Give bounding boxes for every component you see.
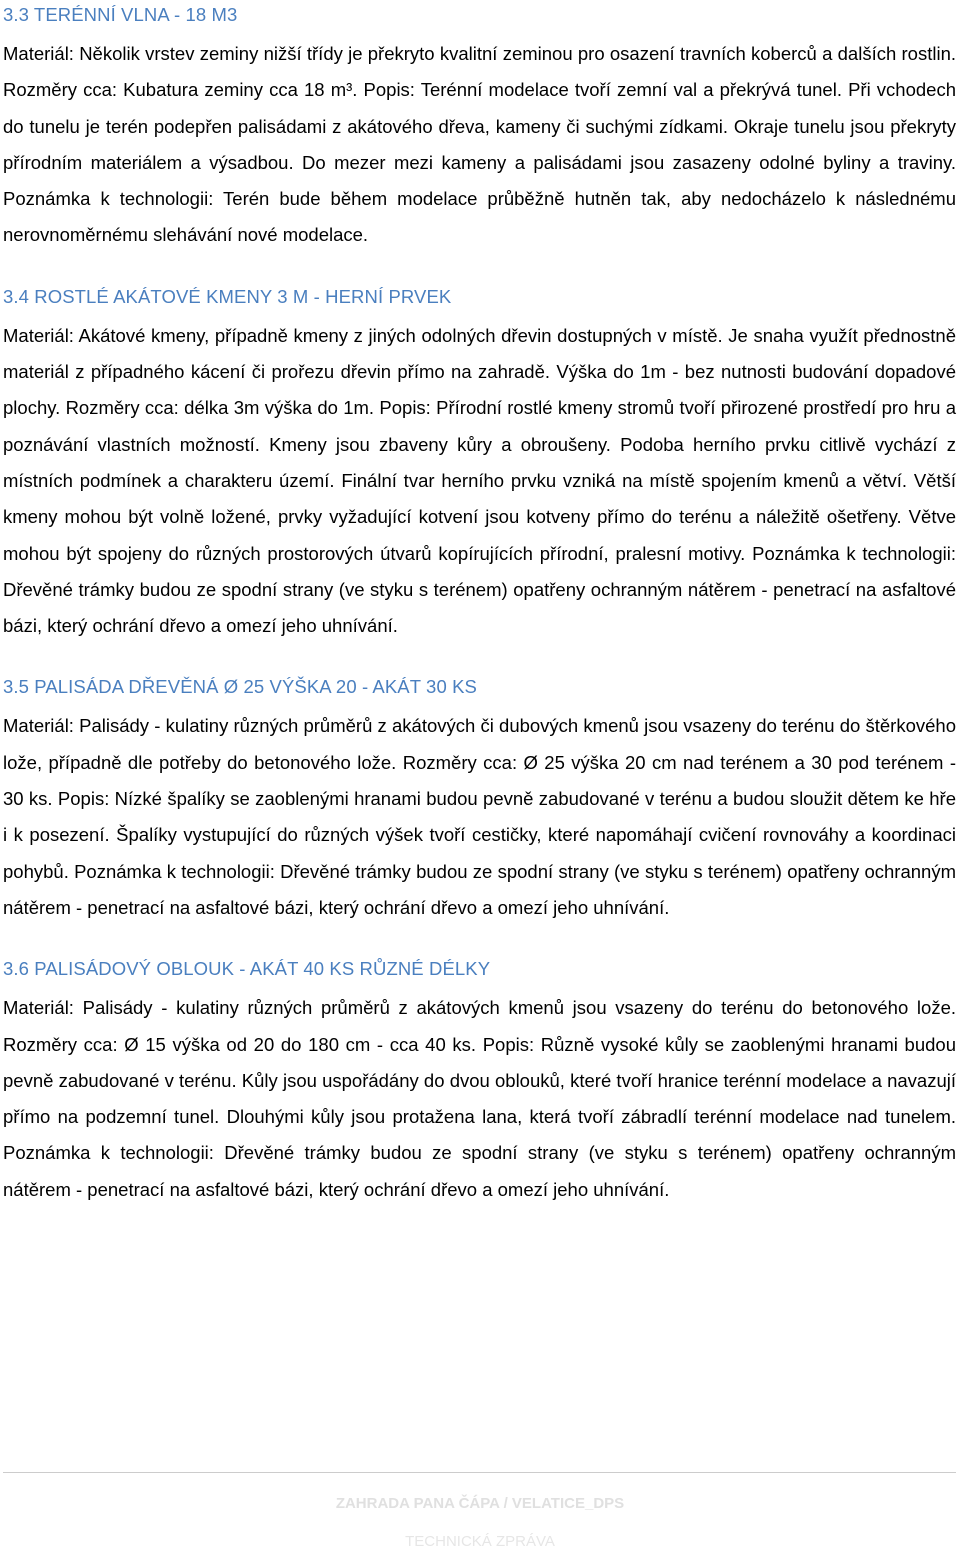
section-spacer: [3, 254, 956, 282]
section-3-6: [3, 954, 956, 1208]
section-3-5: [3, 672, 956, 926]
footer-project-title: ZAHRADA PANA ČÁPA / VELATICE_DPS: [335, 1495, 625, 1512]
footer-divider: [3, 1472, 956, 1473]
section-paragraph: Materiál: Palisády - kulatiny různých průměrů z akátových či dubových kmenů jsou vsazeny do terénu do štěrkového lože, případně dle potřeby do betonového lože. Rozměry cca: Ø 25 výška 20 cm nad terénem a 30 pod terénem - 30 ks. Popis: Nízké špalíky se zaoblenými hranami budou pevně zabudované v terénu a budou sloužit dětem ke hře i k posezení. Špalíky vystupující do různých výšek tvoří cestičky, které napomáhají cvičení rovnováhy a koordinaci pohybů. Poznámka k technologii: Dřevěné trámky budou ze spodní strany (ve styku s terénem) opatřeny ochranným nátěrem - penetrací na asfaltové bázi, který ochrání dřevo a omezí jeho uhnívání.: [3, 715, 956, 918]
section-paragraph: Materiál: Palisády - kulatiny různých průměrů z akátových kmenů jsou vsazeny do terénu do betonového lože. Rozměry cca: Ø 15 výška od 20 do 180 cm - cca 40 ks. Popis: Různě vysoké kůly se zaoblenými hranami budou pevně zabudované v terénu. Kůly jsou uspořádány do dvou oblouků, které tvoří hranice terénní modelace a navazují přímo na podzemní tunel. Dlouhými kůly jsou protažena lana, která tvoří zábradlí terénní modelace nad tunelem. Poznámka k technologii: Dřevěné trámky budou ze spodní strany (ve styku s terénem) opatřeny ochranným nátěrem - penetrací na asfaltové bázi, který ochrání dřevo a omezí jeho uhnívání.: [3, 997, 956, 1200]
section-spacer: [3, 926, 956, 954]
footer-document-type: TECHNICKÁ ZPRÁVA: [405, 1533, 555, 1550]
section-heading: 3.4 ROSTLÉ AKÁTOVÉ KMENY 3 M - HERNÍ PRVEK: [3, 285, 452, 307]
section-heading: 3.3 TERÉNNÍ VLNA - 18 M3: [3, 4, 238, 25]
section-3-4: [3, 282, 956, 645]
document-body: [3, 0, 956, 1208]
section-spacer: [3, 644, 956, 672]
section-heading: 3.6 PALISÁDOVÝ OBLOUK - AKÁT 40 KS RŮZNÉ DÉLKY: [3, 958, 491, 980]
section-paragraph: Materiál: Několik vrstev zeminy nižší třídy je překryto kvalitní zeminou pro osazení travních koberců a dalších rostlin. Rozměry cca: Kubatura zeminy cca 18 m³. Popis: Terénní modelace tvoří zemní val a překrývá tunel. Při vchodech do tunelu je terén podepřen palisádami z akátového dřeva, kameny či suchými zídkami. Okraje tunelu jsou překryty přírodním materiálem a výsadbou. Do mezer mezi kameny a palisádami jsou zasazeny odolné byliny a traviny. Poznámka k technologii: Terén bude během modelace průběžně hutněn tak, aby nedocházelo k následnému nerovnoměrnému slehávání nové modelace.: [3, 43, 956, 246]
section-paragraph: Materiál: Akátové kmeny, případně kmeny z jiných odolných dřevin dostupných v místě. Je snaha využít přednostně materiál z případného kácení či prořezu dřevin přímo na zahradě. Výška do 1m - bez nutnosti budování dopadové plochy. Rozměry cca: délka 3m výška do 1m. Popis: Přírodní rostlé kmeny stromů tvoří přirozené prostředí pro hru a poznávání vlastních možností. Kmeny jsou zbaveny kůry a obroušeny. Podoba herního prvku citlivě vychází z místních podmínek a charakteru území. Finální tvar herního prvku vzniká na místě spojením kmenů a větví. Větší kmeny mohou být volně ložené, prvky vyžadující kotvení jsou kotveny přímo do terénu a náležitě ošetřeny. Větve mohou být spojeny do různých prostorových útvarů kopírujících přírodní, pralesní motivy. Poznámka k technologii: Dřevěné trámky budou ze spodní strany (ve styku s terénem) opatřeny ochranným nátěrem - penetrací na asfaltové bázi, který ochrání dřevo a omezí jeho uhnívání.: [3, 324, 956, 637]
section-heading: 3.5 PALISÁDA DŘEVĚNÁ Ø 25 VÝŠKA 20 - AKÁT 30 KS: [3, 676, 477, 698]
section-3-3: [3, 0, 956, 254]
